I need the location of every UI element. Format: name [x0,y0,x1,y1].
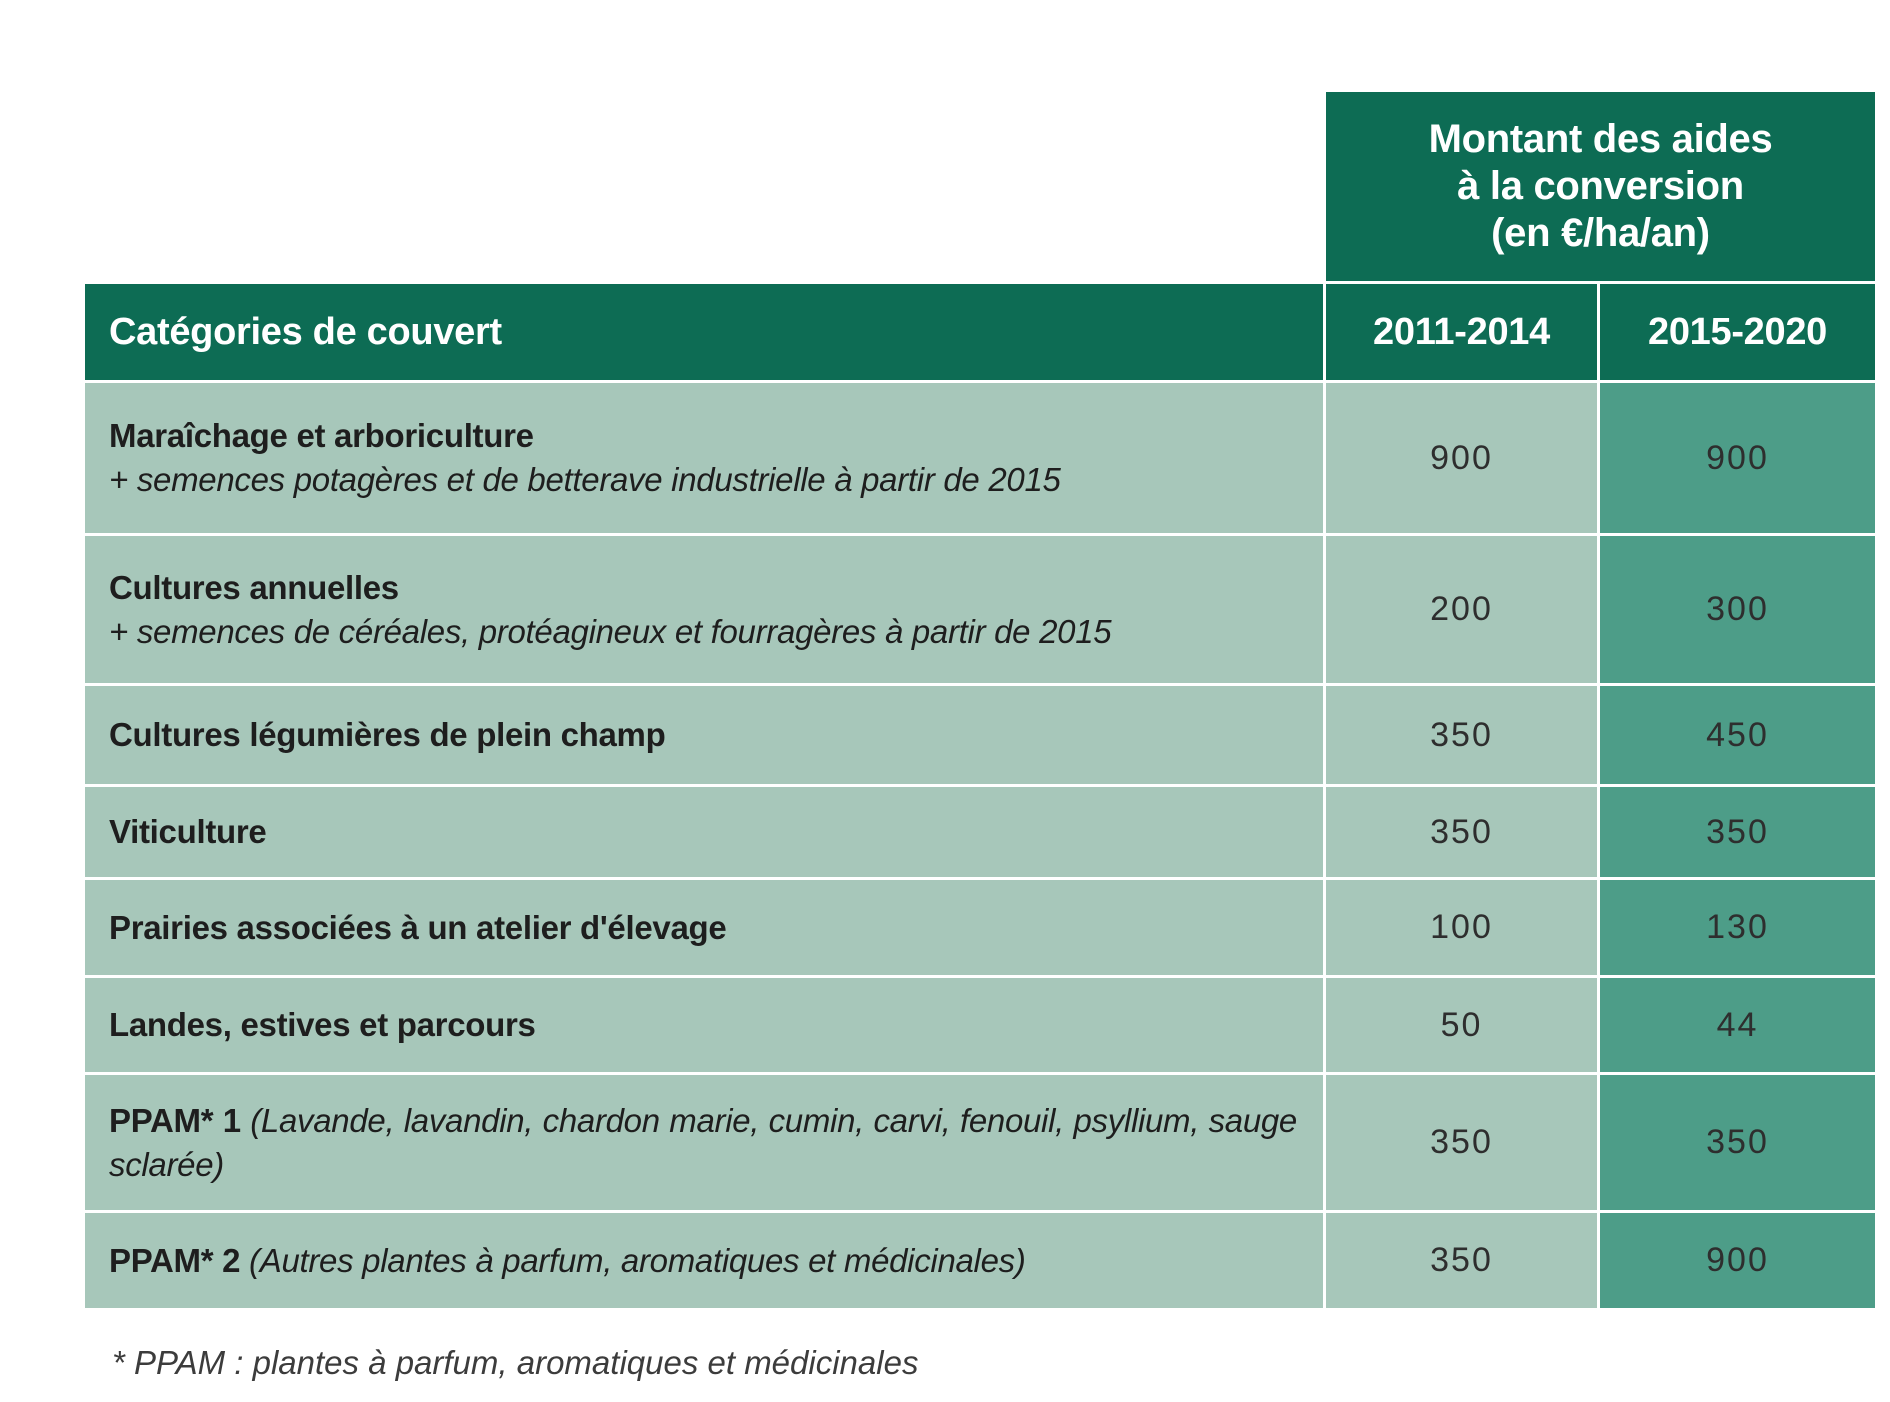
aid-amount-header-line3: (en €/ha/an) [1491,211,1710,255]
category-label: PPAM* 2 [109,1241,241,1279]
category-label: Cultures légumières de plein champ [109,716,666,753]
aid-amount-header-line2: à la conversion [1457,164,1744,208]
table-corner-spacer [85,92,1323,281]
category-text [109,566,1297,654]
category-text [109,414,1297,502]
row-category-cultures-annuelles [85,536,1323,683]
value-2015-2020: 350 [1600,787,1875,877]
row-category-ppam-1 [85,1075,1323,1210]
row-category-prairies [85,880,1323,975]
row-category-cultures-legumieres [85,686,1323,784]
category-text [109,1003,1297,1047]
column-header-2011-2014: 2011-2014 [1326,284,1597,380]
value-2011-2014: 350 [1326,787,1597,877]
category-label: Prairies associées à un atelier d'élevage [109,908,727,946]
value-2015-2020: 130 [1600,880,1875,975]
value-2015-2020: 900 [1600,1213,1875,1308]
column-header-2015-2020: 2015-2020 [1600,284,1875,380]
category-label: Maraîchage et arboriculture [109,417,534,454]
row-category-viticulture [85,787,1323,877]
row-category-ppam-2 [85,1213,1323,1308]
category-text [109,906,1297,950]
row-category-landes [85,978,1323,1072]
category-label: PPAM* 1 [109,1101,241,1139]
category-note: + semences potagères et de betterave industrielle à partir de 2015 [109,461,1061,498]
category-label: Landes, estives et parcours [109,1006,536,1043]
value-2011-2014: 350 [1326,1075,1597,1210]
category-label: Cultures annuelles [109,568,399,606]
row-category-maraichage [85,383,1323,533]
category-note: (Autres plantes à parfum, aromatiques et médicinales) [249,1241,1026,1279]
category-text [109,1239,1297,1283]
value-2011-2014: 350 [1326,1213,1597,1308]
aid-amount-header-box [1326,92,1875,281]
value-2015-2020: 450 [1600,686,1875,784]
ppam-footnote: * PPAM : plantes à parfum, aromatiques et médicinales [112,1344,919,1381]
category-text [109,713,1297,757]
category-text [109,810,1297,854]
aid-amount-header-line1: Montant des aides [1428,117,1773,161]
value-2011-2014: 900 [1326,383,1597,533]
value-2011-2014: 100 [1326,880,1597,975]
value-2011-2014: 200 [1326,536,1597,683]
value-2015-2020: 300 [1600,536,1875,683]
value-2015-2020: 350 [1600,1075,1875,1210]
value-2015-2020: 44 [1600,978,1875,1072]
column-header-categories: Catégories de couvert [85,284,1323,380]
category-note: (Lavande, lavandin, chardon marie, cumin, carvi, fenouil, psyllium, sauge sclarée) [109,1101,1297,1183]
category-text [109,1099,1297,1187]
conversion-aid-table [85,92,1875,1308]
value-2011-2014: 50 [1326,978,1597,1072]
category-label: Viticulture [109,813,267,850]
value-2015-2020: 900 [1600,383,1875,533]
value-2011-2014: 350 [1326,686,1597,784]
category-note: + semences de céréales, protéagineux et fourragères à partir de 2015 [109,612,1112,650]
